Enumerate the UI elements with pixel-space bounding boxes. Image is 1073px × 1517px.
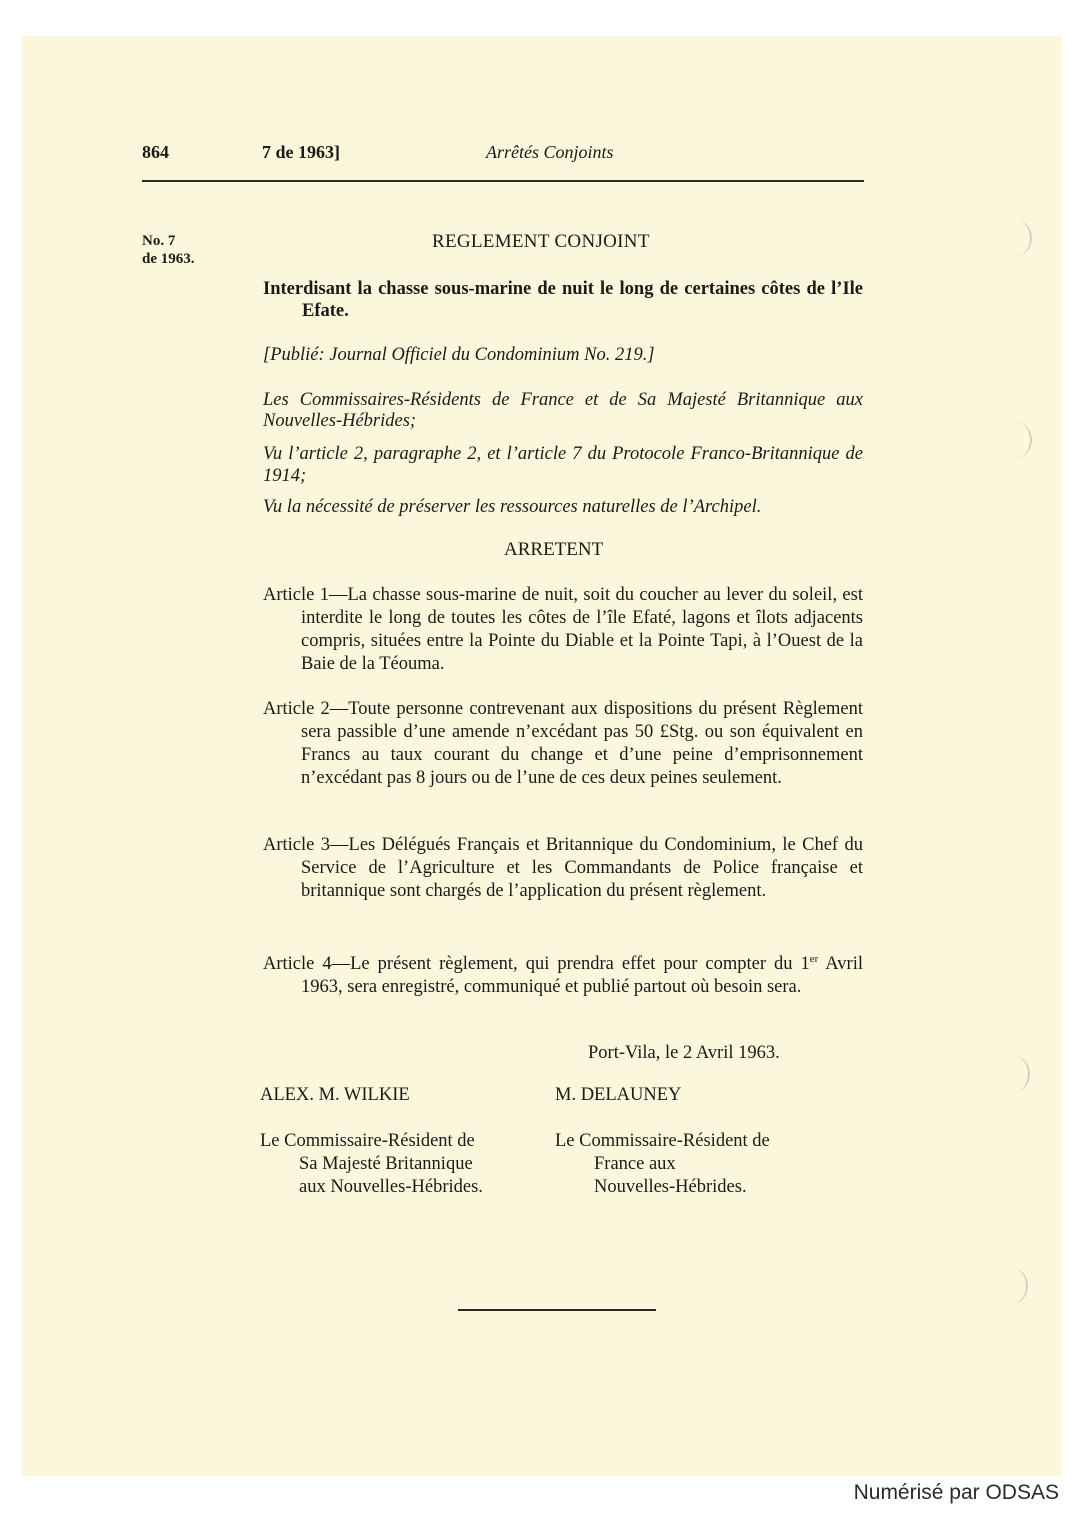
- signatory-title-line: Le Commissaire-Résident de: [555, 1131, 770, 1151]
- article-paragraph: Article 3—Les Délégués Français et Britannique du Condominium, le Chef du Service de l’Agriculture et les Commandants de Police française et britannique sont chargés de l’application du présent règlement.: [263, 835, 863, 901]
- header-section: Arrêtés Conjoints: [486, 142, 614, 162]
- signatory-title-line: Sa Majesté Britannique: [299, 1154, 473, 1174]
- publication-note: [Publié: Journal Officiel du Condominium No. 219.]: [263, 345, 655, 365]
- superscript: er: [809, 953, 819, 965]
- binder-hole: [998, 1056, 1030, 1092]
- signatory-title: [260, 1130, 483, 1199]
- closing-rule: [458, 1309, 656, 1311]
- preamble-paragraph: Les Commissaires-Résidents de France et de Sa Majesté Britannique aux Nouvelles-Hébrides;: [263, 390, 863, 431]
- digitization-credit: Numérisé par ODSAS: [853, 1481, 1059, 1504]
- preamble-paragraph: Vu l’article 2, paragraphe 2, et l’article 7 du Protocole Franco-Britannique de 1914;: [263, 444, 863, 486]
- signatory-title-line: Nouvelles-Hébrides.: [594, 1177, 747, 1197]
- preamble-paragraph: Vu la nécessité de préserver les ressources naturelles de l’Archipel.: [263, 497, 762, 517]
- margin-note: [142, 232, 195, 268]
- page-number: 864: [142, 142, 169, 162]
- binder-hole: [1000, 220, 1032, 256]
- article-paragraph: Article 1—La chasse sous-marine de nuit, soit du coucher au lever du soleil, est interdite le long de toutes les côtes de l’île Efaté, lagons et îlots adjacents compris, situées entre la Pointe du Diable et la Pointe Tapi, à l’Ouest de la Baie de la Téouma.: [263, 585, 863, 674]
- margin-note-line: de 1963.: [142, 251, 195, 267]
- header-rule: [142, 180, 864, 182]
- signatory-title-line: Le Commissaire-Résident de: [260, 1131, 475, 1151]
- document-subtitle: Interdisant la chasse sous-marine de nuit le long de certaines côtes de l’Ile Efate.: [263, 279, 863, 321]
- margin-note-line: No. 7: [142, 233, 176, 249]
- signatory-title-line: France aux: [594, 1154, 676, 1174]
- signatory-name: M. DELAUNEY: [555, 1085, 682, 1105]
- signatory-title-line: aux Nouvelles-Hébrides.: [299, 1177, 483, 1197]
- article-text: Avril 1963, sera enregistré, communiqué et publié partout où besoin sera.: [301, 954, 863, 998]
- article-paragraph: [263, 948, 863, 999]
- signatory-title: [555, 1130, 770, 1199]
- place-date: Port-Vila, le 2 Avril 1963.: [588, 1043, 780, 1063]
- article-paragraph: Article 2—Toute personne contrevenant aux dispositions du présent Règlement sera passible d’une amende n’excédant pas 50 £Stg. ou son équivalent en Francs au taux courant du change et d’une peine d’emprisonnement n’excédant pas 8 jours ou de l’une de ces deux peines seulement.: [263, 699, 863, 788]
- article-text: Article 4—Le présent règlement, qui prendra effet pour compter du 1: [263, 954, 810, 975]
- header-ref: 7 de 1963]: [262, 142, 340, 162]
- signatory-name: ALEX. M. WILKIE: [260, 1085, 410, 1105]
- binder-hole: [996, 1268, 1028, 1304]
- arretent-heading: ARRETENT: [504, 539, 604, 560]
- document-title: REGLEMENT CONJOINT: [432, 231, 650, 252]
- binder-hole: [1000, 422, 1032, 458]
